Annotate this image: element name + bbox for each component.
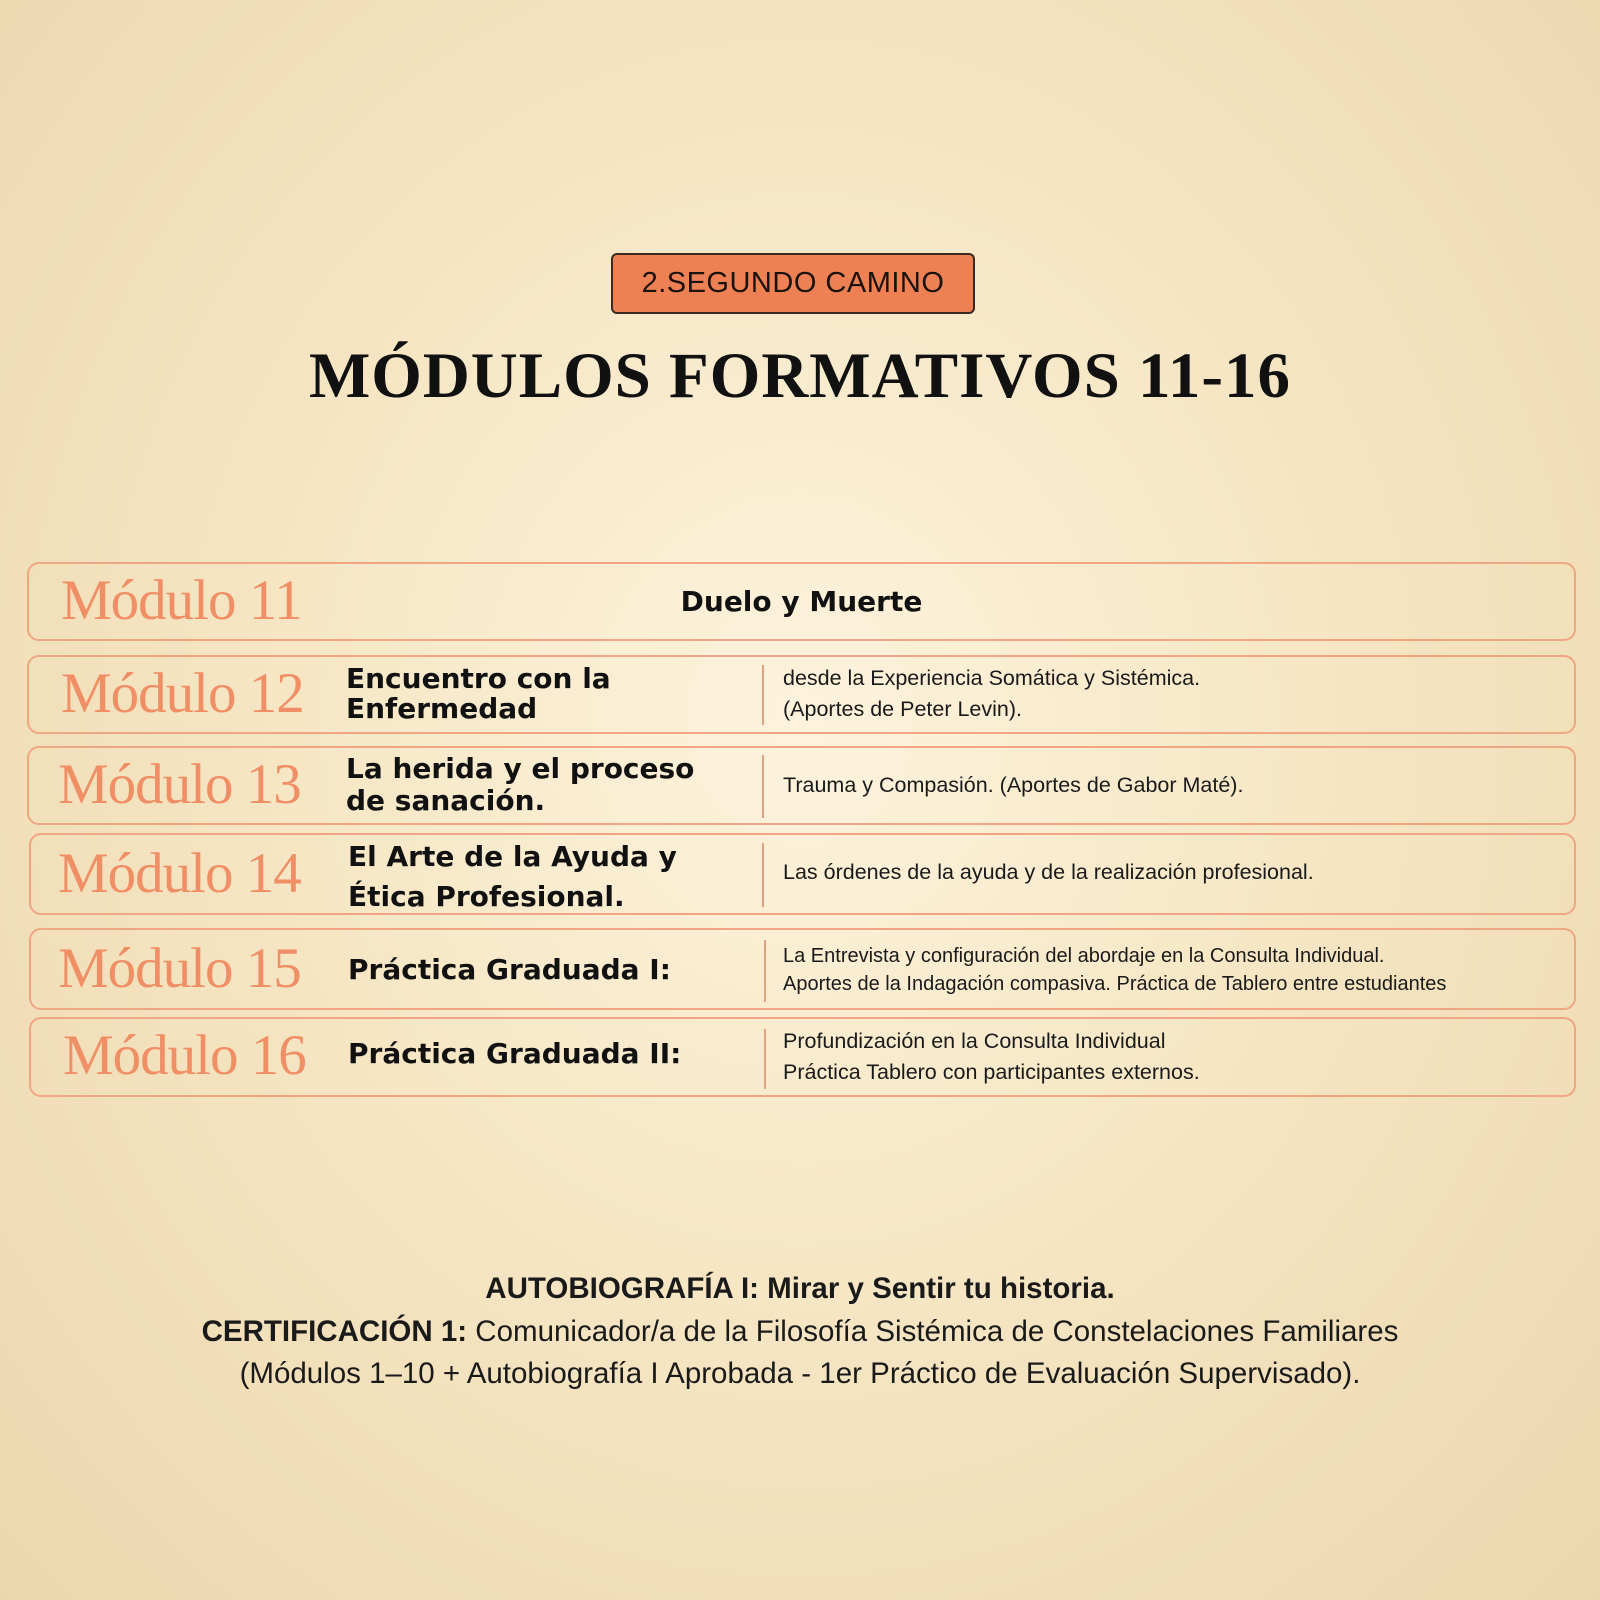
footer-certification (0, 1311, 1600, 1353)
page-title: MÓDULOS FORMATIVOS 11-16 (308, 340, 1292, 412)
column-divider (762, 755, 764, 818)
module-description (783, 942, 1446, 998)
column-divider (762, 665, 764, 725)
module-number: Módulo 14 (58, 842, 301, 905)
module-desc-line: La Entrevista y configuración del abordaje en la Consulta Individual. (783, 945, 1385, 967)
module-desc-line: desde la Experiencia Somática y Sistémica. (783, 666, 1201, 690)
section-badge: 2.SEGUNDO CAMINO (611, 253, 975, 314)
module-topic: Práctica Graduada I: (348, 953, 671, 986)
module-desc-line: Profundización en la Consulta Individual (783, 1029, 1166, 1053)
module-number: Módulo 13 (58, 753, 301, 816)
module-topic: Práctica Graduada II: (348, 1037, 682, 1070)
module-desc-line: Práctica Tablero con participantes externos. (783, 1060, 1200, 1084)
autobiography-text: AUTOBIOGRAFÍA I: Mirar y Sentir tu historia. (485, 1272, 1115, 1305)
module-desc-line: Aportes de la Indagación compasiva. Práctica de Tablero entre estudiantes (783, 973, 1447, 995)
footer-certification-detail (0, 1353, 1600, 1395)
module-description (783, 1026, 1200, 1088)
column-divider (762, 843, 764, 907)
module-topic-line: Encuentro con la (346, 662, 611, 695)
module-topic (346, 664, 746, 724)
certification-label: CERTIFICACIÓN 1: (201, 1315, 468, 1348)
module-description (783, 663, 1200, 725)
module-desc-line: Trauma y Compasión. (Aportes de Gabor Maté). (783, 773, 1244, 797)
column-divider (764, 1029, 766, 1089)
module-row-15 (29, 928, 1576, 1010)
module-row-16 (29, 1017, 1576, 1097)
module-topic-line: de sanación. (346, 784, 546, 817)
module-row-14 (29, 833, 1576, 915)
module-topic: Duelo y Muerte (680, 585, 923, 618)
module-description (783, 770, 1243, 801)
certification-detail: (Módulos 1–10 + Autobiografía I Aprobada - 1er Práctico de Evaluación Supervisado). (239, 1357, 1361, 1390)
module-topic (346, 754, 746, 816)
module-row-13 (27, 746, 1576, 825)
module-number: Módulo 15 (58, 937, 301, 1000)
module-row-11 (27, 562, 1576, 641)
module-number: Módulo 16 (63, 1024, 306, 1087)
module-topic-line: Enfermedad (346, 692, 538, 725)
footer-autobiography (0, 1268, 1600, 1310)
module-number: Módulo 12 (61, 662, 304, 725)
certification-text: Comunicador/a de la Filosofía Sistémica de Constelaciones Familiares (467, 1315, 1399, 1348)
column-divider (764, 940, 766, 1002)
module-topic-line: Ética Profesional. (348, 880, 625, 913)
module-topic (348, 837, 748, 917)
module-number: Módulo 11 (61, 569, 302, 632)
module-desc-line: (Aportes de Peter Levin). (783, 697, 1023, 721)
module-row-12 (27, 655, 1576, 734)
module-desc-line: Las órdenes de la ayuda y de la realización profesional. (783, 860, 1314, 884)
module-topic-line: La herida y el proceso (346, 752, 695, 785)
module-description (783, 857, 1314, 888)
module-topic-line: El Arte de la Ayuda y (348, 840, 677, 873)
